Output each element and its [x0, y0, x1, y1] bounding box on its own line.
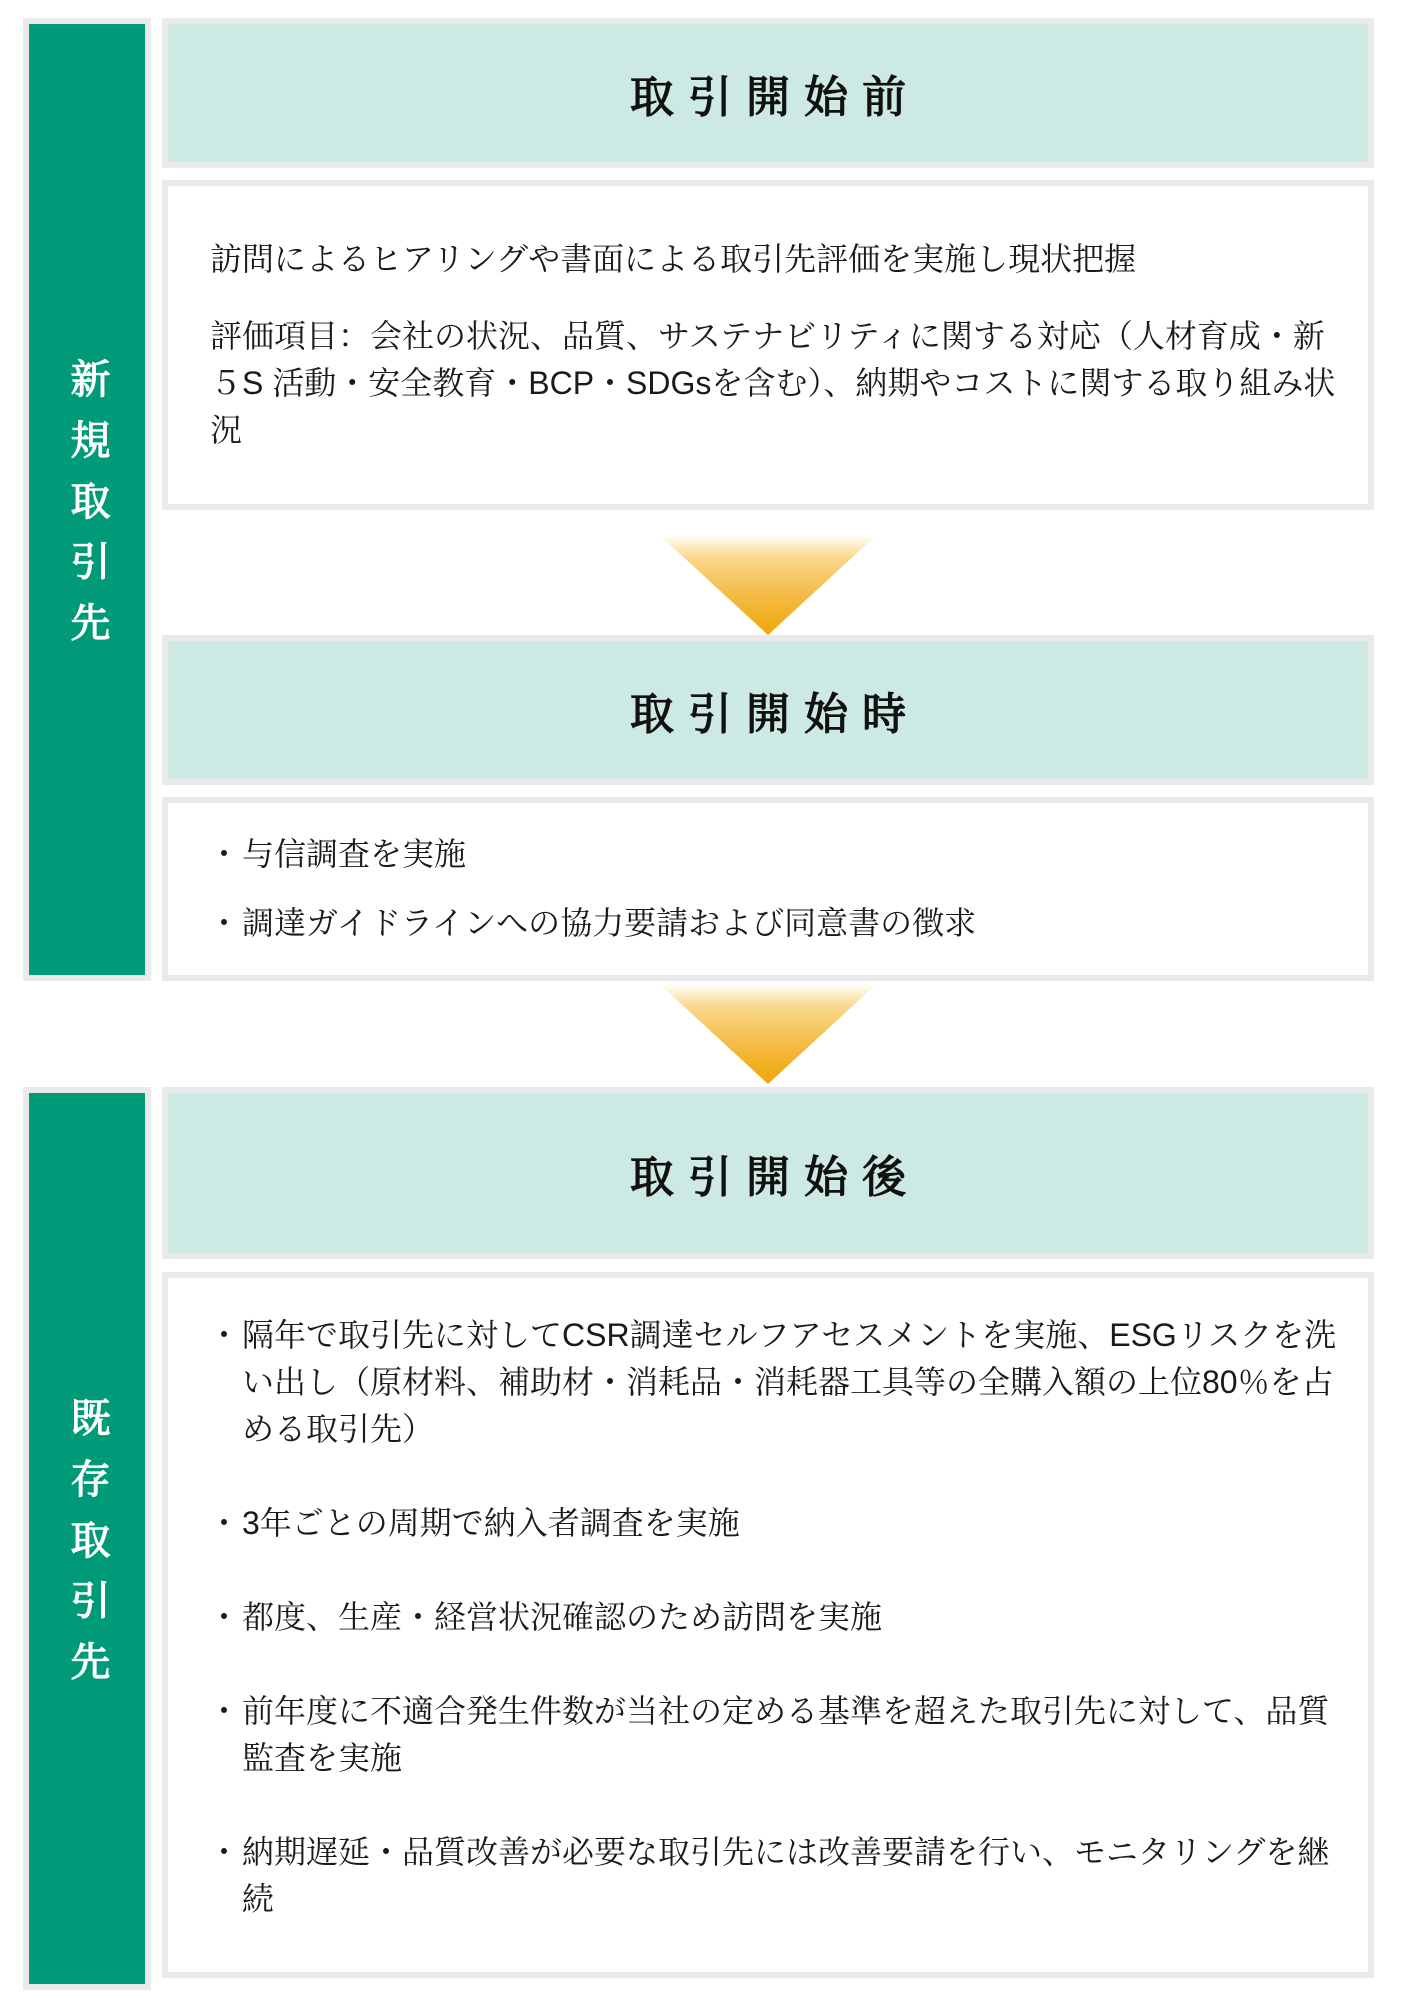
- spacer: [162, 785, 1374, 797]
- arrow-zone-1: [162, 510, 1374, 635]
- bullet-icon: ・: [208, 1317, 241, 1353]
- spacer: [162, 168, 1374, 180]
- down-arrow-icon: [660, 535, 877, 635]
- after-transaction-list: [208, 1312, 1344, 1923]
- down-arrow-icon: [660, 984, 877, 1084]
- list-item-text: 与信調査を実施: [242, 836, 467, 872]
- body-before-transaction: [162, 180, 1374, 510]
- list-item-text: 3年ごとの周期で納入者調査を実施: [242, 1505, 740, 1541]
- existing-suppliers-content: [162, 1087, 1374, 1990]
- start-transaction-list: [208, 831, 1344, 947]
- list-item: [208, 900, 1344, 947]
- arrow-zone-2: [23, 981, 1374, 1087]
- list-item: [208, 831, 1344, 878]
- header-after-transaction-title: 取引開始後: [629, 1153, 921, 1202]
- header-before-transaction: [162, 18, 1374, 168]
- list-item-text: 前年度に不適合発生件数が当社の定める基準を超えた取引先に対して、品質監査を実施: [242, 1693, 1330, 1776]
- bullet-icon: ・: [208, 1834, 241, 1870]
- list-item-text: 隔年で取引先に対してCSR調達セルフアセスメントを実施、ESGリスクを洗い出し（原材料、補助材・消耗品・消耗器工具等の全購入額の上位80％を占める取引先）: [242, 1317, 1337, 1447]
- header-start-transaction: [162, 635, 1374, 785]
- list-item: [208, 1312, 1344, 1453]
- bullet-icon: ・: [208, 1599, 241, 1635]
- spacer: [23, 981, 151, 1087]
- list-item-text: 調達ガイドラインへの協力要請および同意書の徴求: [242, 905, 977, 941]
- spacer: [162, 1259, 1374, 1272]
- bullet-icon: ・: [208, 1505, 241, 1541]
- header-after-transaction: [162, 1087, 1374, 1259]
- list-item: [208, 1500, 1344, 1547]
- list-item: [208, 1688, 1344, 1782]
- arrow-zone-2-inner: [162, 981, 1374, 1087]
- list-item: [208, 1594, 1344, 1641]
- list-item-text: 都度、生産・経営状況確認のため訪問を実施: [242, 1599, 883, 1635]
- before-paragraph-2: 評価項目：会社の状況、品質、サステナビリティに関する対応（人材育成・新５S 活動・安全教育・BCP・SDGsを含む）、納期やコストに関する取り組み状況: [210, 318, 1336, 448]
- sidebar-new-suppliers-label: 新規取引先: [65, 357, 109, 662]
- new-suppliers-content: [162, 18, 1374, 981]
- new-suppliers-group: [23, 18, 1374, 981]
- existing-suppliers-group: [23, 1087, 1374, 1990]
- header-before-transaction-title: 取引開始前: [629, 73, 921, 122]
- sidebar-existing-suppliers-label: 既存取引先: [65, 1396, 109, 1701]
- body-after-transaction: [162, 1272, 1374, 1978]
- bullet-icon: ・: [208, 836, 241, 872]
- sidebar-new-suppliers: [23, 18, 151, 981]
- list-item: [208, 1829, 1344, 1923]
- sidebar-existing-suppliers: [23, 1087, 151, 1990]
- bullet-icon: ・: [208, 905, 241, 941]
- list-item-text: 納期遅延・品質改善が必要な取引先には改善要請を行い、モニタリングを継続: [242, 1834, 1330, 1917]
- bullet-icon: ・: [208, 1693, 241, 1729]
- header-start-transaction-title: 取引開始時: [629, 690, 921, 739]
- before-paragraph-1: 訪問によるヒアリングや書面による取引先評価を実施し現状把握: [210, 241, 1137, 277]
- body-start-transaction: [162, 797, 1374, 981]
